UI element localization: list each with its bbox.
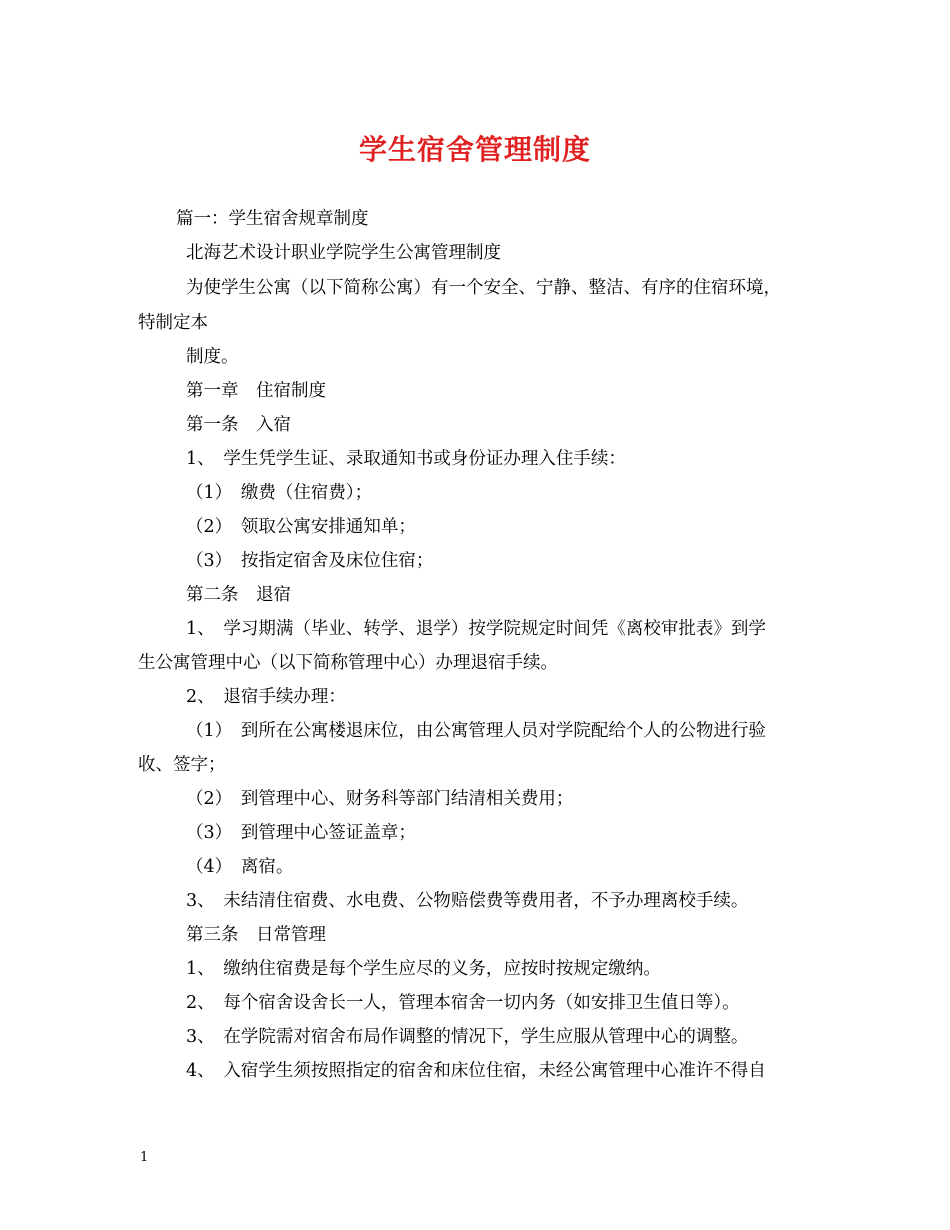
body-line: （3） 到管理中心签证盖章； <box>186 823 416 843</box>
body-line: 制度。 <box>186 347 239 367</box>
body-line: 1、 学习期满（毕业、转学、退学）按学院规定时间凭《离校审批表》到学 <box>186 619 766 639</box>
body-line: 第一章 住宿制度 <box>186 381 326 401</box>
body-line: 篇一：学生宿舍规章制度 <box>176 209 369 229</box>
body-line: （2） 领取公寓安排通知单； <box>186 517 416 537</box>
body-line: 3、 未结清住宿费、水电费、公物赔偿费等费用者，不予办理离校手续。 <box>186 891 749 911</box>
body-line: （3） 按指定宿舍及床位住宿； <box>186 551 434 571</box>
body-line: 第三条 日常管理 <box>186 925 326 945</box>
body-line: 2、 退宿手续办理： <box>186 687 346 707</box>
body-line: 3、 在学院需对宿舍布局作调整的情况下，学生应服从管理中心的调整。 <box>186 1027 749 1047</box>
page-number: 1 <box>140 1150 149 1165</box>
body-line: 为使学生公寓（以下简称公寓）有一个安全、宁静、整洁、有序的住宿环境， <box>186 278 781 298</box>
body-line: （2） 到管理中心、财务科等部门结清相关费用； <box>186 789 574 809</box>
document-title: 学生宿舍管理制度 <box>358 133 591 166</box>
body-line: 4、 入宿学生须按照指定的宿舍和床位住宿，未经公寓管理中心准许不得自 <box>186 1061 766 1081</box>
body-line: 特制定本 <box>138 313 208 333</box>
body-line: 收、签字； <box>138 755 226 775</box>
body-line: （1） 到所在公寓楼退床位，由公寓管理人员对学院配给个人的公物进行验 <box>186 721 766 741</box>
body-line: 第二条 退宿 <box>186 585 291 605</box>
body-line: 第一条 入宿 <box>186 415 291 435</box>
body-line: （1） 缴费（住宿费）； <box>186 483 373 503</box>
body-line: 生公寓管理中心（以下简称管理中心）办理退宿手续。 <box>138 653 558 673</box>
body-line: 2、 每个宿舍设舍长一人，管理本宿舍一切内务（如安排卫生值日等）。 <box>186 993 740 1013</box>
body-line: （4） 离宿。 <box>186 857 294 877</box>
body-line: 1、 缴纳住宿费是每个学生应尽的义务，应按时按规定缴纳。 <box>186 959 661 979</box>
body-line: 1、 学生凭学生证、录取通知书或身份证办理入住手续： <box>186 449 626 469</box>
body-line: 北海艺术设计职业学院学生公寓管理制度 <box>186 243 501 263</box>
